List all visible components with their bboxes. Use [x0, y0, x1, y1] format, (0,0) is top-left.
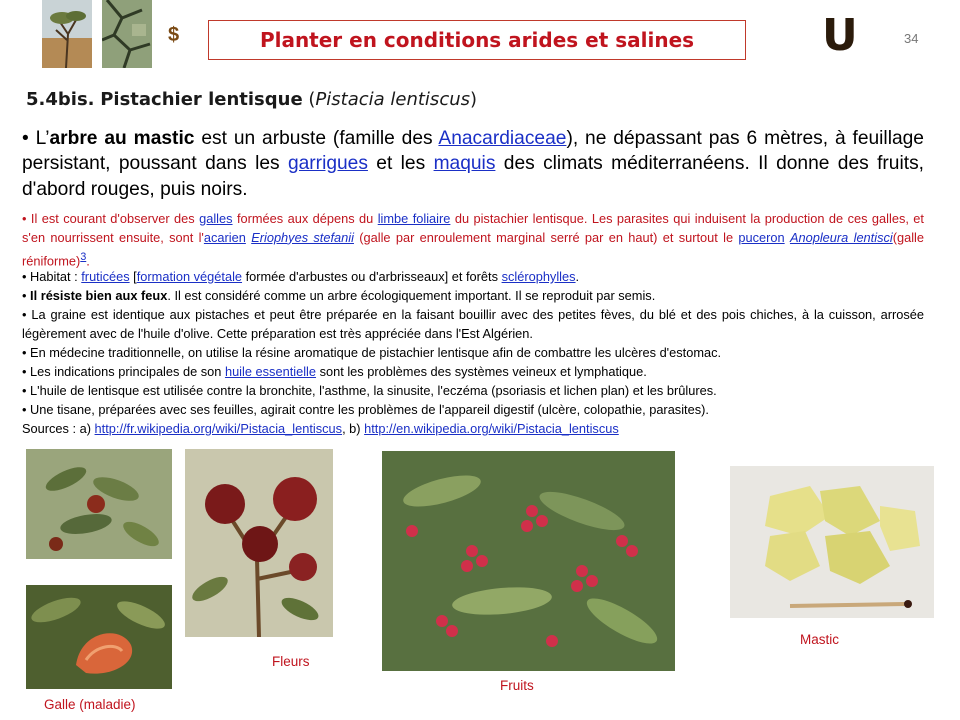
galls-text: du pistachier lentisque. Les parasites qui induisent la production de ces galles, et s'en nourrissent ensuite, sont l': [22, 211, 924, 245]
habitat-line: [22, 268, 924, 287]
link-anacardiaceae[interactable]: Anacardiaceae: [438, 128, 567, 149]
intro-bold: arbre au mastic: [49, 128, 195, 149]
link-source-fr[interactable]: http://fr.wikipedia.org/wiki/Pistacia_lentiscus: [94, 421, 343, 436]
intro-paragraph: [22, 126, 924, 202]
link-acarien[interactable]: acarien: [203, 229, 246, 245]
medicine-line: • En médecine traditionnelle, on utilise la résine aromatique de pistachier lentisque afin de combattre les ulcères d'estomac.: [22, 345, 722, 360]
link-garrigues[interactable]: garrigues: [287, 153, 368, 175]
intro-text: est un arbuste (famille des: [194, 128, 439, 149]
intro-text: des climats méditerranéens. Il donne des fruits, d'abord rouges, puis noirs.: [22, 153, 924, 200]
link-fruticees[interactable]: fruticées: [81, 269, 130, 284]
fruits-photo: [382, 451, 675, 671]
flowers-photo: [185, 449, 333, 637]
link-eriophyes[interactable]: Eriophyes stefanii: [251, 229, 354, 245]
section-latin: Pistacia lentiscus: [315, 89, 470, 110]
caption-fruits: Fruits: [500, 678, 534, 693]
habitat-text: .: [575, 269, 580, 284]
link-formation-vegetale[interactable]: formation végétale: [136, 269, 243, 284]
link-puceron[interactable]: puceron: [738, 229, 785, 245]
section-title: Pistachier lentisque: [100, 89, 303, 110]
link-huile-essentielle[interactable]: huile essentielle: [224, 364, 317, 379]
fire-resistance-line: [22, 287, 924, 306]
slide-number: 34: [904, 31, 919, 46]
sources-text: Sources : a): [22, 421, 95, 436]
fire-bold: Il résiste bien aux feux: [30, 288, 168, 303]
u-badge: U: [822, 10, 858, 61]
cracked-soil-photo: [102, 0, 152, 68]
sources-line: [22, 420, 924, 439]
caption-fleurs: Fleurs: [272, 654, 310, 669]
section-latin-close: ): [470, 89, 478, 110]
mastic-photo: [730, 466, 934, 618]
indications-line: [22, 363, 924, 382]
oil-use-line: • L'huile de lentisque est utilisée contre la bronchite, l'asthme, la sinusite, l'eczéma (psoriasis et lichen plan) et les brûlures.: [22, 383, 717, 398]
footnote-3-link[interactable]: 3: [80, 250, 87, 263]
dollar-symbol: $: [168, 24, 180, 46]
link-limbe-foliaire[interactable]: limbe foliaire: [377, 211, 451, 226]
galls-text: formées aux dépens du: [232, 211, 378, 226]
link-anopleura[interactable]: Anopleura lentisci: [789, 229, 893, 245]
indications-text: sont les problèmes des systèmes veineux et lymphatique.: [316, 364, 647, 379]
gall-photo: [26, 585, 172, 689]
caption-galle: Galle (maladie): [44, 697, 136, 712]
habitat-text: formée d'arbustes ou d'arbrisseaux] et forêts: [242, 269, 502, 284]
habitat-text: [: [129, 269, 137, 284]
habitat-text: • Habitat :: [22, 269, 82, 284]
section-heading: [26, 89, 477, 110]
link-source-en[interactable]: http://en.wikipedia.org/wiki/Pistacia_lentiscus: [364, 421, 619, 436]
link-sclerophylles[interactable]: sclérophylles: [501, 269, 576, 284]
page-title: Planter en conditions arides et salines: [259, 28, 695, 52]
indications-text: • Les indications principales de son: [22, 364, 225, 379]
galls-text: • Il est courant d'observer des: [22, 211, 200, 226]
section-number: 5.4bis.: [26, 89, 95, 110]
link-maquis[interactable]: maquis: [433, 153, 496, 175]
caption-mastic: Mastic: [800, 632, 840, 647]
link-galles[interactable]: galles: [199, 211, 233, 226]
seed-paragraph: • La graine est identique aux pistaches et peut être préparée en la faisant bouillir avec des petites fèves, du blé et des pois chiches, à la cuisson, arrosée légèrement avec de l'huile d'olive. Cette préparation est très appréciée dans l'Est Algérien.: [22, 307, 924, 341]
galls-paragraph: [22, 210, 924, 271]
galls-text: (galle par enroulement marginal serré par en haut) et surtout le: [353, 229, 739, 245]
intro-text: ), ne dépassant pas 6 mètres, à feuillage persistant, poussant dans les: [22, 128, 924, 175]
galls-text: (galle réniforme): [22, 229, 925, 268]
section-latin-open: (: [308, 89, 316, 110]
galls-text: .: [86, 252, 90, 268]
sources-text: , b): [342, 421, 365, 436]
arid-tree-photo: [42, 0, 92, 68]
tisane-line: • Une tisane, préparées avec ses feuilles, agirait contre les problèmes de l'appareil digestif (ulcère, colopathie, parasites).: [22, 402, 709, 417]
intro-bullet: • L’: [22, 128, 50, 149]
fire-text: •: [22, 288, 31, 303]
intro-text: et les: [367, 153, 434, 175]
leaves-photo: [26, 449, 172, 559]
fire-text: . Il est considéré comme un arbre écologiquement important. Il se reproduit par semis.: [167, 288, 656, 303]
page-title-box: [208, 20, 746, 60]
